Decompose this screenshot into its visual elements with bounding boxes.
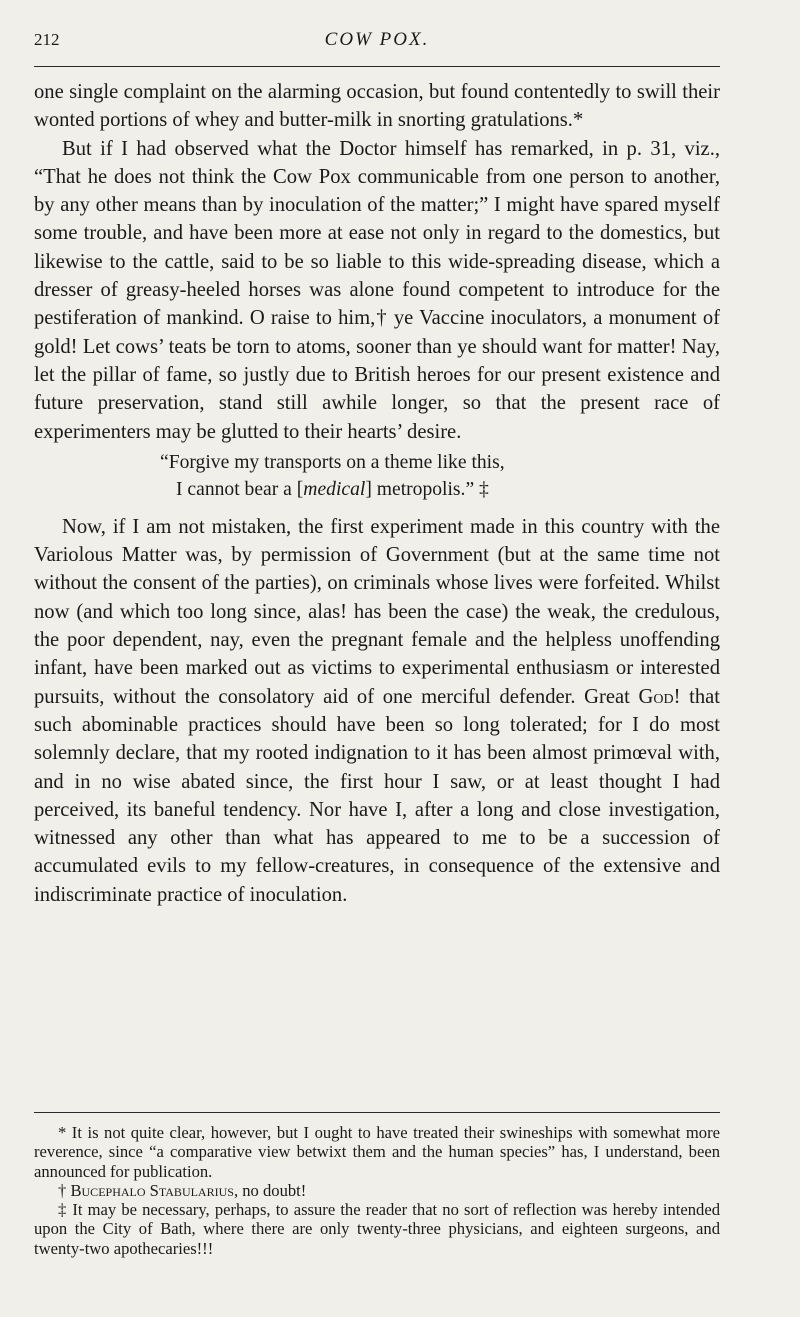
paragraph-experiment: Now, if I am not mistaken, the first experiment made in this country with the Variolous Matter was, by permission of Government (but at the same time not without the consent of the parties), on criminals whose lives were forfeited. Whilst now (and which too long since, alas! has been the case) the weak, the credulous, the poor dependent, nay, even the pregnant female and the helpless unoffending infant, have been marked out as victims to experimental enthusiasm or interested pursuits, without the consolatory aid of one merciful defender. Great God! that such abominable practices should have been so long tolerated; for I do most solemnly declare, that my rooted indignation to it has been almost primœval with, and in no wise abated since, the first hour I saw, or at least thought I had perceived, its baneful tendency. Nor have I, after a long and close investigation, witnessed any other than what has appeared to me to be a succession of accumulated evils to my fellow-creatures, in consequence of the extensive and indiscriminate practice of inoculation.: [34, 515, 720, 906]
footnote-double-dagger: ‡ It may be necessary, perhaps, to assure the reader that no sort of reflection was hereby intended upon the City of Bath, where there are only twenty-three physicians, and eighteen surgeons, and twenty-two apothecaries!!!: [34, 1200, 720, 1258]
small-caps-name: Bucephalo Stabularius: [70, 1180, 234, 1200]
small-caps-god: God: [638, 685, 674, 708]
footnote-dagger: † Bucephalo Stabularius, no doubt!: [58, 1180, 307, 1200]
verse-italic-word: medical: [303, 478, 366, 500]
verse-line-1: “Forgive my transports on a theme like this,: [160, 451, 505, 473]
paragraph-continued: one single complaint on the alarming occasion, but found contentedly to swill their wonted portions of whey and butter-milk in snorting gratulations.*: [34, 81, 720, 132]
footnotes: [34, 1123, 720, 1258]
paragraph-doctor: But if I had observed what the Doctor himself has remarked, in p. 31, viz., “That he does not think the Cow Pox communicable from one person to another, by any other means than by inoculation of the matter;” I might have spared myself some trouble, and have been more at ease not only in regard to the domestics, but likewise to the cattle, said to be so liable to this wide-spreading disease, which a dresser of greasy-heeled horses was alone found competent to introduce for the pestiferation of mankind. O raise to him,† ye Vaccine inoculators, a monument of gold! Let cows’ teats be torn to atoms, sooner than ye should want for matter! Nay, let the pillar of fame, so justly due to British heroes for our present existence and future preservation, stand still awhile longer, so that the present race of experimenters may be glutted to their hearts’ desire.: [34, 137, 720, 443]
verse-line-2: I cannot bear a [medical] metropolis.” ‡: [176, 478, 489, 500]
running-title: COW POX.: [324, 29, 430, 50]
header-rule: [34, 66, 720, 67]
footnote-asterisk: * It is not quite clear, however, but I ought to have treated their swineships with somewhat more reverence, since “a comparative view betwixt them and the human species” has, I understand, been announced for publication.: [34, 1123, 720, 1181]
page-header: [34, 26, 720, 56]
footnote-rule: [34, 1112, 720, 1113]
body-text: [34, 78, 720, 909]
page-number: 212: [34, 30, 60, 49]
verse-quotation: [160, 449, 720, 503]
